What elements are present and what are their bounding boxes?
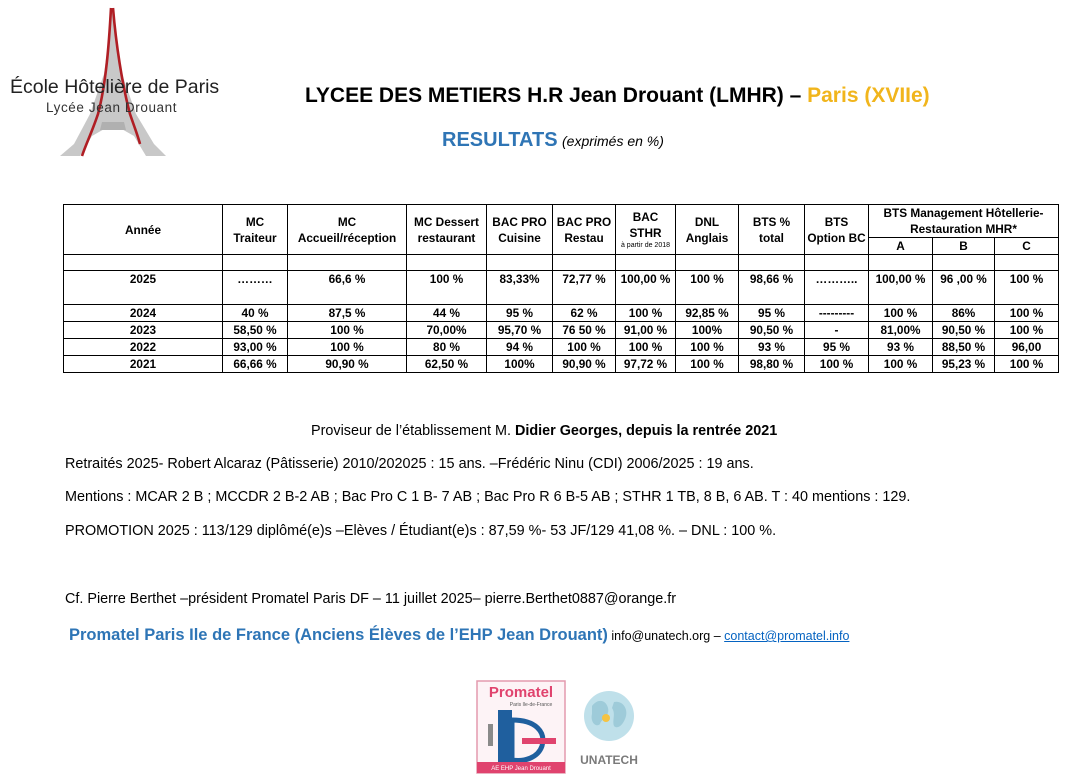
cell-year: 2025 — [64, 271, 223, 305]
header-bts-total: BTS % total — [739, 205, 805, 255]
cell-bac-sthr: 91,00 % — [616, 322, 676, 339]
cell-bac-sthr: 100 % — [616, 339, 676, 356]
subtitle-main: RESULTATS — [442, 129, 558, 151]
header-annee: Année — [64, 205, 223, 255]
cell-mc-traiteur: 93,00 % — [223, 339, 288, 356]
cell-bts-total: 98,80 % — [739, 356, 805, 373]
mentions-line: Mentions : MCAR 2 B ; MCCDR 2 B-2 AB ; Bac Pro C 1 B- 7 AB ; Bac Pro R 6 B-5 AB ; STHR 1 TB, 8 B, 6 AB. T : 40 mentions : 129. — [65, 489, 911, 505]
cell-bac-sthr: 100 % — [616, 305, 676, 322]
table-empty-row — [64, 255, 1059, 271]
cell-bts-total: 93 % — [739, 339, 805, 356]
info-email: info@unatech.org – — [607, 629, 725, 643]
cell-b: 86% — [933, 305, 995, 322]
cell-b: 96 ,00 % — [933, 271, 995, 305]
proviseur-prefix: Proviseur de l’établissement M. — [311, 423, 515, 439]
cell-bac-restau: 100 % — [553, 339, 616, 356]
title-place: Paris (XVIIe) — [807, 84, 930, 107]
header-bac-sthr-label: BAC STHR — [629, 210, 662, 240]
promatel-org-name: Promatel Paris Ile de France (Anciens Élèves de l’EHP Jean Drouant) — [69, 626, 608, 644]
promatel-logo-subtitle: Paris Ile-de-France — [509, 702, 553, 708]
cell-mc-traiteur: 66,66 % — [223, 356, 288, 373]
proviseur-line — [311, 423, 777, 439]
cell-year: 2024 — [64, 305, 223, 322]
school-logo — [6, 4, 246, 160]
promatel-footer-line — [69, 626, 849, 645]
cell-bts-option: 95 % — [805, 339, 869, 356]
cell-mc-accueil: 100 % — [288, 339, 407, 356]
header-b: B — [933, 238, 995, 255]
unatech-logo — [572, 688, 646, 768]
promatel-logo-icon — [476, 680, 566, 774]
cell-mc-dessert: 44 % — [407, 305, 487, 322]
header-bac-cuisine: BAC PRO Cuisine — [487, 205, 553, 255]
logo-school-name: École Hôtelière de Paris — [10, 76, 220, 98]
cell-bac-sthr: 100,00 % — [616, 271, 676, 305]
cell-bts-option: ……….. — [805, 271, 869, 305]
cell-bac-restau: 76 50 % — [553, 322, 616, 339]
promotion-line: PROMOTION 2025 : 113/129 diplômé(e)s –Elèves / Étudiant(e)s : 87,59 %- 53 JF/129 41,08 %. – DNL : 100 %. — [65, 523, 777, 539]
subtitle-note: (exprimés en %) — [562, 133, 664, 149]
retraites-line: Retraités 2025- Robert Alcaraz (Pâtisserie) 2010/202025 : 15 ans. –Frédéric Ninu (CDI) 2006/2025 : 19 ans. — [65, 456, 754, 472]
cell-bac-cuisine: 95,70 % — [487, 322, 553, 339]
cell-bts-total: 95 % — [739, 305, 805, 322]
cell-a: 100 % — [869, 305, 933, 322]
cell-b: 88,50 % — [933, 339, 995, 356]
table-row — [64, 322, 1059, 339]
promatel-logo-bottom: AE EHP Jean Drouant — [491, 766, 551, 772]
cell-a: 93 % — [869, 339, 933, 356]
cell-bts-option: --------- — [805, 305, 869, 322]
cell-c: 100 % — [995, 305, 1059, 322]
cell-mc-traiteur: 58,50 % — [223, 322, 288, 339]
header-bac-restau: BAC PRO Restau — [553, 205, 616, 255]
cell-bts-option: - — [805, 322, 869, 339]
cell-bac-restau: 90,90 % — [553, 356, 616, 373]
header-bac-sthr — [616, 205, 676, 255]
table-row — [64, 271, 1059, 305]
cell-a: 81,00% — [869, 322, 933, 339]
cell-c: 100 % — [995, 322, 1059, 339]
cell-bac-cuisine: 94 % — [487, 339, 553, 356]
cell-dnl: 100 % — [676, 271, 739, 305]
cell-a: 100 % — [869, 356, 933, 373]
cell-year: 2023 — [64, 322, 223, 339]
cell-bts-total: 90,50 % — [739, 322, 805, 339]
cell-mc-accueil: 90,90 % — [288, 356, 407, 373]
cell-bac-restau: 72,77 % — [553, 271, 616, 305]
promatel-logo — [476, 680, 566, 774]
cell-bac-cuisine: 83,33% — [487, 271, 553, 305]
unatech-label: UNATECH — [580, 753, 638, 767]
cell-bac-cuisine: 100% — [487, 356, 553, 373]
cell-dnl: 100 % — [676, 339, 739, 356]
cell-mc-traiteur: ……… — [223, 271, 288, 305]
results-table — [63, 204, 1059, 373]
cell-c: 100 % — [995, 356, 1059, 373]
cell-bac-cuisine: 95 % — [487, 305, 553, 322]
table-row — [64, 305, 1059, 322]
header-bac-sthr-note: à partir de 2018 — [620, 242, 671, 249]
logo-school-subname: Lycée Jean Drouant — [46, 100, 178, 115]
header-bts-option: BTS Option BC — [805, 205, 869, 255]
cell-c: 100 % — [995, 271, 1059, 305]
page-subtitle — [442, 129, 664, 152]
cell-bts-total: 98,66 % — [739, 271, 805, 305]
cell-mc-accueil: 87,5 % — [288, 305, 407, 322]
contact-email-link[interactable]: contact@promatel.info — [724, 629, 850, 643]
table-row — [64, 339, 1059, 356]
cell-dnl: 100% — [676, 322, 739, 339]
header-mc-traiteur: MC Traiteur — [223, 205, 288, 255]
cell-b: 95,23 % — [933, 356, 995, 373]
promatel-logo-title: Promatel — [488, 684, 554, 701]
page-title — [305, 84, 930, 108]
cell-mc-dessert: 70,00% — [407, 322, 487, 339]
proviseur-name: Didier Georges, depuis la rentrée 2021 — [514, 423, 778, 439]
header-bts-mhr: BTS Management Hôtellerie-Restauration MHR* — [869, 205, 1059, 238]
header-mc-dessert: MC Dessert restaurant — [407, 205, 487, 255]
cell-bac-sthr: 97,72 % — [616, 356, 676, 373]
cf-line: Cf. Pierre Berthet –président Promatel Paris DF – 11 juillet 2025– pierre.Berthet0887@orange.fr — [65, 591, 677, 607]
table-header-row — [64, 205, 1059, 238]
cell-mc-dessert: 80 % — [407, 339, 487, 356]
cell-mc-dessert: 62,50 % — [407, 356, 487, 373]
cell-year: 2021 — [64, 356, 223, 373]
cell-a: 100,00 % — [869, 271, 933, 305]
header-c: C — [995, 238, 1059, 255]
cell-mc-traiteur: 40 % — [223, 305, 288, 322]
header-mc-accueil: MC Accueil/réception — [288, 205, 407, 255]
header-a: A — [869, 238, 933, 255]
cell-mc-accueil: 66,6 % — [288, 271, 407, 305]
cell-dnl: 92,85 % — [676, 305, 739, 322]
globe-icon — [572, 688, 646, 768]
cell-b: 90,50 % — [933, 322, 995, 339]
table-row — [64, 356, 1059, 373]
cell-mc-accueil: 100 % — [288, 322, 407, 339]
cell-dnl: 100 % — [676, 356, 739, 373]
title-main: LYCEE DES METIERS H.R Jean Drouant (LMHR) – — [305, 84, 808, 107]
cell-c: 96,00 — [995, 339, 1059, 356]
cell-mc-dessert: 100 % — [407, 271, 487, 305]
cell-bac-restau: 62 % — [553, 305, 616, 322]
cell-year: 2022 — [64, 339, 223, 356]
header-dnl: DNL Anglais — [676, 205, 739, 255]
cell-bts-option: 100 % — [805, 356, 869, 373]
